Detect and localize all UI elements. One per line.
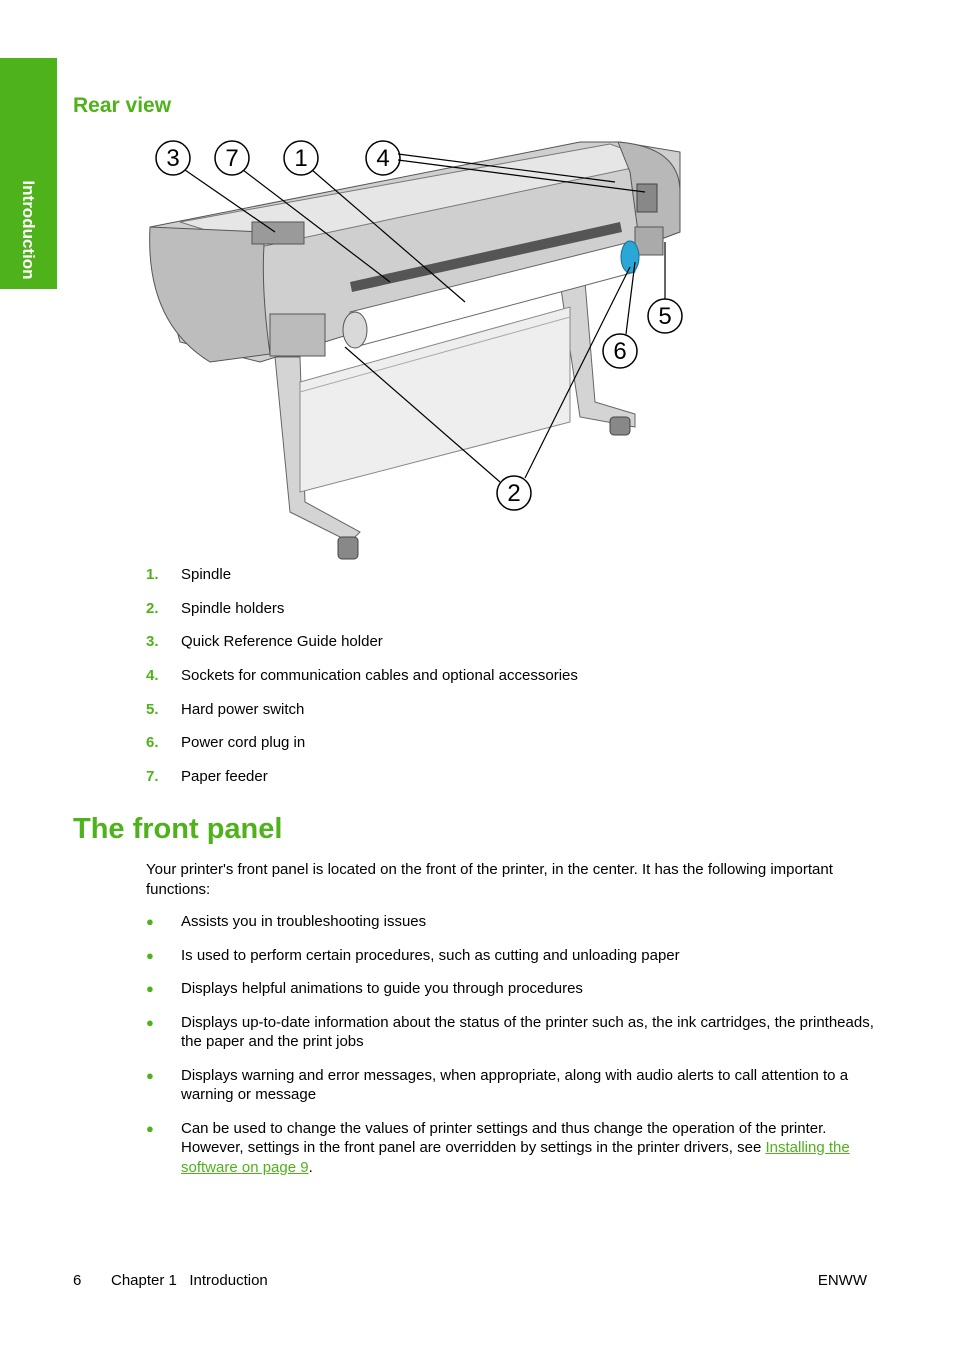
list-item — [146, 599, 578, 633]
item-text: Power cord plug in — [181, 734, 306, 752]
front-panel-functions-list — [146, 912, 876, 1191]
callout-1: 1 — [294, 145, 308, 172]
front-panel-intro: Your printer's front panel is located on the front of the printer, in the center. It has the following important functions: — [146, 861, 833, 898]
list-item — [146, 946, 876, 966]
item-number: 3. — [146, 633, 159, 651]
callout-2: 2 — [507, 480, 521, 507]
bullet-text: Displays warning and error messages, when appropriate, along with audio alerts to call attention to a warning or message — [181, 1066, 849, 1103]
footer-page-number: 6 — [73, 1272, 82, 1289]
installing-software-link[interactable]: Installing the software on page 9 — [181, 1139, 850, 1176]
bullet-text: Displays helpful animations to guide you through procedures — [181, 980, 583, 997]
list-item — [146, 912, 876, 932]
bullet-text-with-link — [181, 1119, 876, 1178]
item-text: Sockets for communication cables and optional accessories — [181, 667, 578, 685]
item-text: Spindle holders — [181, 599, 285, 617]
list-item — [146, 1066, 876, 1105]
list-item — [146, 979, 876, 999]
bullet-text: Displays up-to-date information about the status of the printer such as, the ink cartridges, the printheads, the paper and the print jobs — [181, 1013, 874, 1050]
callout-4: 4 — [376, 145, 390, 172]
item-number: 7. — [146, 768, 159, 786]
bullet-icon: ● — [146, 1067, 154, 1083]
list-item — [146, 700, 578, 734]
list-item — [146, 767, 578, 801]
list-item — [146, 666, 578, 700]
item-number: 4. — [146, 667, 159, 685]
callout-5: 5 — [658, 303, 672, 330]
callout-3: 3 — [166, 145, 180, 172]
bullet-text: Is used to perform certain procedures, such as cutting and unloading paper — [181, 946, 680, 964]
item-number: 5. — [146, 700, 159, 718]
item-text: Quick Reference Guide holder — [181, 633, 383, 651]
item-text: Hard power switch — [181, 700, 305, 718]
bullet-icon: ● — [146, 947, 154, 963]
chapter-side-tab — [0, 58, 57, 289]
rear-view-heading: Rear view — [73, 94, 172, 117]
footer-document-code: ENWW — [817, 1272, 867, 1289]
bullet-icon: ● — [146, 981, 154, 996]
bullet-text: Assists you in troubleshooting issues — [181, 913, 427, 930]
item-number: 6. — [146, 734, 159, 752]
bullet-icon: ● — [146, 914, 154, 929]
item-number: 1. — [146, 566, 159, 583]
list-item — [146, 1013, 876, 1052]
link-trailing-text: . — [308, 1158, 313, 1176]
list-item — [146, 733, 578, 767]
list-item — [146, 565, 578, 599]
bullet-text: Can be used to change the values of printer settings and thus change the operation of the printer. However, settings in the front panel are overridden by settings in the printer drivers, see — [181, 1119, 827, 1156]
item-text: Paper feeder — [181, 768, 268, 786]
callout-6: 6 — [613, 338, 627, 365]
rear-view-parts-list — [146, 565, 578, 801]
bullet-icon: ● — [146, 1120, 154, 1136]
front-panel-heading: The front panel — [73, 813, 283, 845]
item-text: Spindle — [181, 566, 232, 583]
callout-7: 7 — [225, 145, 239, 172]
footer-chapter: Chapter 1 Introduction — [111, 1272, 268, 1289]
list-item — [146, 1119, 876, 1178]
side-tab-label: Introduction — [19, 180, 38, 280]
printer-rear-illustration — [140, 132, 700, 562]
list-item — [146, 632, 578, 666]
bullet-icon: ● — [146, 1014, 154, 1030]
item-number: 2. — [146, 599, 159, 617]
